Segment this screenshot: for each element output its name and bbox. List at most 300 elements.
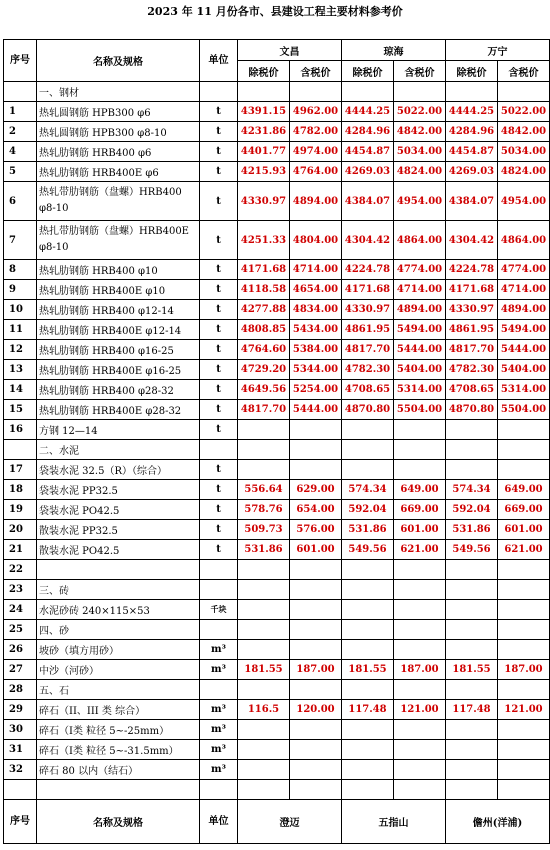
price-ex-tax: 4304.42 [446,221,498,260]
price-ex-tax: 549.56 [446,540,498,560]
price-inc-tax [394,560,446,580]
price-ex-tax: 4171.68 [446,280,498,300]
price-ex-tax [238,420,290,440]
table-row [4,162,550,182]
header-city: 万宁 [446,40,550,61]
price-ex-tax: 117.48 [342,700,394,720]
row-unit: t [200,221,238,260]
price-ex-tax: 4277.88 [238,300,290,320]
price-ex-tax: 531.86 [446,520,498,540]
price-inc-tax [290,740,342,760]
material-name: 碎石（II、III 类 综合） [37,700,200,720]
price-inc-tax: 4864.00 [394,221,446,260]
price-inc-tax [290,420,342,440]
table-row [4,320,550,340]
price-inc-tax [394,740,446,760]
material-name: 热轧带肋钢筋（盘螺）HRB400 φ8-10 [37,182,200,221]
header-inc-tax: 含税价 [394,61,446,82]
page-title: 2023 年 11 月份各市、县建设工程主要材料参考价 [147,5,403,18]
footer-city: 澄迈 [238,800,342,844]
price-ex-tax: 4251.33 [238,221,290,260]
price-ex-tax [238,740,290,760]
price-ex-tax: 4391.15 [238,102,290,122]
price-ex-tax: 549.56 [342,540,394,560]
price-inc-tax: 4954.00 [394,182,446,221]
row-number: 1 [4,102,37,122]
material-name: 袋装水泥 32.5（R）（综合） [37,460,200,480]
price-inc-tax [290,600,342,620]
price-ex-tax: 531.86 [342,520,394,540]
price-inc-tax [394,620,446,640]
material-name: 热轧肋钢筋 HRB400 φ10 [37,260,200,280]
price-inc-tax: 4774.00 [394,260,446,280]
price-inc-tax [498,740,550,760]
material-name: 热轧肋钢筋 HRB400 φ16-25 [37,340,200,360]
price-inc-tax [290,620,342,640]
price-ex-tax [342,680,394,700]
price-inc-tax [498,760,550,780]
price-inc-tax: 4714.00 [394,280,446,300]
row-number [4,440,37,460]
price-inc-tax: 669.00 [394,500,446,520]
price-inc-tax: 4974.00 [290,142,342,162]
price-inc-tax: 4842.00 [498,122,550,142]
price-inc-tax: 5494.00 [394,320,446,340]
price-ex-tax [446,680,498,700]
price-ex-tax [446,780,498,800]
price-ex-tax: 4444.25 [446,102,498,122]
price-ex-tax: 181.55 [238,660,290,680]
row-number: 27 [4,660,37,680]
table-row [4,380,550,400]
price-ex-tax [238,760,290,780]
header-city: 琼海 [342,40,446,61]
row-unit [200,780,238,800]
price-inc-tax [498,600,550,620]
row-number: 32 [4,760,37,780]
price-inc-tax: 4654.00 [290,280,342,300]
price-inc-tax: 601.00 [290,540,342,560]
price-inc-tax [394,580,446,600]
price-inc-tax [290,780,342,800]
price-ex-tax: 4224.78 [446,260,498,280]
row-unit: t [200,420,238,440]
row-unit: t [200,340,238,360]
row-number: 28 [4,680,37,700]
price-ex-tax: 4729.20 [238,360,290,380]
row-unit: m³ [200,760,238,780]
row-number: 10 [4,300,37,320]
row-number: 17 [4,460,37,480]
table-row [4,740,550,760]
price-table [3,39,550,844]
header-seq: 序号 [4,40,37,82]
table-row [4,182,550,221]
price-inc-tax: 4894.00 [290,182,342,221]
material-name [37,780,200,800]
price-inc-tax [394,640,446,660]
price-inc-tax [498,560,550,580]
price-inc-tax [290,640,342,660]
table-row [4,280,550,300]
price-inc-tax: 5504.00 [394,400,446,420]
price-inc-tax: 601.00 [498,520,550,540]
row-unit: m³ [200,740,238,760]
material-name: 热轧肋钢筋 HRB400E φ12-14 [37,320,200,340]
price-ex-tax: 531.86 [238,540,290,560]
price-ex-tax: 181.55 [342,660,394,680]
row-unit: t [200,460,238,480]
price-inc-tax [290,760,342,780]
row-number: 25 [4,620,37,640]
price-inc-tax: 4834.00 [290,300,342,320]
row-unit: t [200,480,238,500]
price-ex-tax: 509.73 [238,520,290,540]
price-ex-tax [342,620,394,640]
price-inc-tax: 4894.00 [394,300,446,320]
header-city: 文昌 [238,40,342,61]
price-ex-tax: 4808.85 [238,320,290,340]
material-name: 碎石（I类 粒径 5~-25mm） [37,720,200,740]
price-inc-tax: 4782.00 [290,122,342,142]
price-ex-tax: 4764.60 [238,340,290,360]
price-inc-tax [290,580,342,600]
row-number: 30 [4,720,37,740]
row-unit [200,680,238,700]
price-ex-tax: 4708.65 [446,380,498,400]
price-ex-tax: 181.55 [446,660,498,680]
material-name: 三、砖 [37,580,200,600]
price-inc-tax [394,460,446,480]
row-unit [200,82,238,102]
row-number: 6 [4,182,37,221]
material-name: 热轧肋钢筋 HRB400 φ12-14 [37,300,200,320]
price-ex-tax: 4231.86 [238,122,290,142]
table-row [4,620,550,640]
price-ex-tax: 4861.95 [446,320,498,340]
table-row [4,460,550,480]
price-ex-tax [238,460,290,480]
price-ex-tax [342,460,394,480]
section-title: 二、水泥 [37,440,200,460]
price-ex-tax: 4782.30 [446,360,498,380]
price-cell [342,440,394,460]
price-ex-tax [238,580,290,600]
price-ex-tax [238,720,290,740]
price-inc-tax: 4962.00 [290,102,342,122]
price-inc-tax: 187.00 [498,660,550,680]
price-ex-tax [342,720,394,740]
price-ex-tax [446,580,498,600]
price-ex-tax [342,600,394,620]
price-inc-tax: 5022.00 [498,102,550,122]
price-inc-tax: 601.00 [394,520,446,540]
price-inc-tax: 4804.00 [290,221,342,260]
row-unit: t [200,122,238,142]
row-unit: t [200,300,238,320]
price-inc-tax [498,720,550,740]
table-row [4,142,550,162]
material-name: 热轧肋钢筋 HRB400E φ10 [37,280,200,300]
price-inc-tax [394,720,446,740]
row-number: 13 [4,360,37,380]
price-ex-tax: 4171.68 [342,280,394,300]
price-ex-tax [238,600,290,620]
price-ex-tax: 4269.03 [342,162,394,182]
row-number: 8 [4,260,37,280]
row-number: 21 [4,540,37,560]
price-ex-tax: 117.48 [446,700,498,720]
price-ex-tax: 4649.56 [238,380,290,400]
section-row [4,440,550,460]
price-inc-tax: 5444.00 [394,340,446,360]
price-cell [290,440,342,460]
material-name: 碎石（I类 粒径 5~-31.5mm） [37,740,200,760]
price-ex-tax: 4215.93 [238,162,290,182]
row-number: 31 [4,740,37,760]
price-inc-tax: 187.00 [394,660,446,680]
table-row [4,540,550,560]
price-inc-tax: 669.00 [498,500,550,520]
row-number: 29 [4,700,37,720]
price-inc-tax: 649.00 [394,480,446,500]
price-inc-tax [290,720,342,740]
material-name: 热轧肋钢筋 HRB400E φ6 [37,162,200,182]
price-ex-tax: 116.5 [238,700,290,720]
price-inc-tax [394,780,446,800]
price-cell [394,440,446,460]
price-ex-tax [446,560,498,580]
row-unit [200,560,238,580]
table-row [4,122,550,142]
row-number: 22 [4,560,37,580]
section-title: 一、钢材 [37,82,200,102]
table-row [4,300,550,320]
row-number: 23 [4,580,37,600]
price-inc-tax: 4764.00 [290,162,342,182]
price-ex-tax [446,760,498,780]
price-cell [498,440,550,460]
price-ex-tax: 574.34 [446,480,498,500]
row-number: 18 [4,480,37,500]
header-inc-tax: 含税价 [290,61,342,82]
price-inc-tax: 4864.00 [498,221,550,260]
price-inc-tax: 4894.00 [498,300,550,320]
footer-city: 儋州(洋浦) [446,800,550,844]
price-ex-tax: 4330.97 [446,300,498,320]
section-row [4,82,550,102]
price-ex-tax [342,580,394,600]
price-inc-tax: 5254.00 [290,380,342,400]
price-ex-tax [446,740,498,760]
price-ex-tax: 574.34 [342,480,394,500]
price-ex-tax [238,620,290,640]
header-inc-tax: 含税价 [498,61,550,82]
row-number: 5 [4,162,37,182]
price-inc-tax [394,760,446,780]
price-ex-tax: 4454.87 [342,142,394,162]
price-ex-tax: 4304.42 [342,221,394,260]
row-unit: t [200,360,238,380]
price-cell [394,82,446,102]
footer-seq: 序号 [4,800,37,844]
price-inc-tax: 4714.00 [290,260,342,280]
table-row [4,720,550,740]
material-name: 水泥砂砖 240×115×53 [37,600,200,620]
price-ex-tax [238,680,290,700]
price-inc-tax: 4842.00 [394,122,446,142]
material-name: 热扎带肋钢筋（盘螺）HRB400E φ8-10 [37,221,200,260]
price-inc-tax: 121.00 [394,700,446,720]
price-ex-tax: 4171.68 [238,260,290,280]
table-row [4,400,550,420]
row-unit: m³ [200,660,238,680]
price-ex-tax: 4817.70 [238,400,290,420]
row-number: 7 [4,221,37,260]
price-inc-tax: 4824.00 [498,162,550,182]
price-ex-tax [238,640,290,660]
material-name: 热轧肋钢筋 HRB400 φ28-32 [37,380,200,400]
material-name: 方钢 12—14 [37,420,200,440]
price-ex-tax: 4817.70 [446,340,498,360]
price-inc-tax: 4774.00 [498,260,550,280]
price-ex-tax: 4401.77 [238,142,290,162]
table-row [4,560,550,580]
price-ex-tax: 4861.95 [342,320,394,340]
price-inc-tax [290,560,342,580]
price-ex-tax: 4870.80 [342,400,394,420]
row-number: 11 [4,320,37,340]
table-row [4,221,550,260]
row-unit: t [200,320,238,340]
row-unit: t [200,182,238,221]
price-ex-tax: 4269.03 [446,162,498,182]
material-name: 五、石 [37,680,200,700]
price-inc-tax: 5314.00 [394,380,446,400]
price-ex-tax: 4817.70 [342,340,394,360]
price-ex-tax: 4224.78 [342,260,394,280]
header-ex-tax: 除税价 [342,61,394,82]
price-ex-tax: 4870.80 [446,400,498,420]
table-row [4,340,550,360]
price-inc-tax: 5404.00 [394,360,446,380]
price-ex-tax [342,780,394,800]
price-ex-tax [446,640,498,660]
price-inc-tax [498,640,550,660]
row-unit [200,440,238,460]
table-row [4,700,550,720]
price-cell [238,82,290,102]
price-inc-tax: 121.00 [498,700,550,720]
material-name: 热轧肋钢筋 HRB400E φ28-32 [37,400,200,420]
price-inc-tax [290,680,342,700]
material-name: 散装水泥 PO42.5 [37,540,200,560]
price-ex-tax: 4284.96 [342,122,394,142]
material-name: 四、砂 [37,620,200,640]
price-ex-tax: 556.64 [238,480,290,500]
price-ex-tax: 4708.65 [342,380,394,400]
price-inc-tax: 649.00 [498,480,550,500]
price-inc-tax: 4824.00 [394,162,446,182]
table-row [4,420,550,440]
price-ex-tax: 592.04 [342,500,394,520]
price-inc-tax [394,420,446,440]
table-row [4,680,550,700]
row-unit: m³ [200,700,238,720]
price-inc-tax: 654.00 [290,500,342,520]
table-row [4,500,550,520]
row-number: 14 [4,380,37,400]
header-unit: 单位 [200,40,238,82]
price-inc-tax: 5034.00 [394,142,446,162]
table-row [4,640,550,660]
price-inc-tax [498,780,550,800]
price-cell [238,440,290,460]
table-row [4,520,550,540]
price-inc-tax [498,580,550,600]
price-ex-tax: 4330.97 [238,182,290,221]
price-inc-tax: 621.00 [498,540,550,560]
table-row [4,600,550,620]
price-ex-tax: 4284.96 [446,122,498,142]
price-ex-tax [238,780,290,800]
price-inc-tax [498,620,550,640]
price-ex-tax [342,760,394,780]
price-inc-tax: 5444.00 [290,400,342,420]
price-inc-tax: 5504.00 [498,400,550,420]
row-unit: t [200,500,238,520]
price-inc-tax: 4714.00 [498,280,550,300]
row-unit: t [200,260,238,280]
row-unit: 千块 [200,600,238,620]
row-number: 2 [4,122,37,142]
row-number: 24 [4,600,37,620]
material-name [37,560,200,580]
table-row [4,780,550,800]
row-number: 15 [4,400,37,420]
table-row [4,580,550,600]
footer-name: 名称及规格 [37,800,200,844]
price-inc-tax [290,460,342,480]
price-ex-tax [342,740,394,760]
price-inc-tax: 5444.00 [498,340,550,360]
material-name: 碎石 80 以内（结石） [37,760,200,780]
price-cell [446,82,498,102]
material-name: 散装水泥 PP32.5 [37,520,200,540]
row-unit: t [200,102,238,122]
price-ex-tax: 4782.30 [342,360,394,380]
price-ex-tax: 4330.97 [342,300,394,320]
price-ex-tax [342,640,394,660]
price-ex-tax [342,560,394,580]
table-row [4,480,550,500]
row-unit: m³ [200,720,238,740]
table-row [4,102,550,122]
price-inc-tax [498,460,550,480]
price-inc-tax: 576.00 [290,520,342,540]
price-inc-tax [394,680,446,700]
price-ex-tax: 4444.25 [342,102,394,122]
material-name: 热轧肋钢筋 HRB400E φ16-25 [37,360,200,380]
header-ex-tax: 除税价 [446,61,498,82]
price-ex-tax: 4454.87 [446,142,498,162]
header-ex-tax: 除税价 [238,61,290,82]
price-inc-tax: 120.00 [290,700,342,720]
price-ex-tax: 592.04 [446,500,498,520]
material-name: 热轧圆钢筋 HPB300 φ6 [37,102,200,122]
material-name: 中沙（河砂） [37,660,200,680]
footer-city: 五指山 [342,800,446,844]
